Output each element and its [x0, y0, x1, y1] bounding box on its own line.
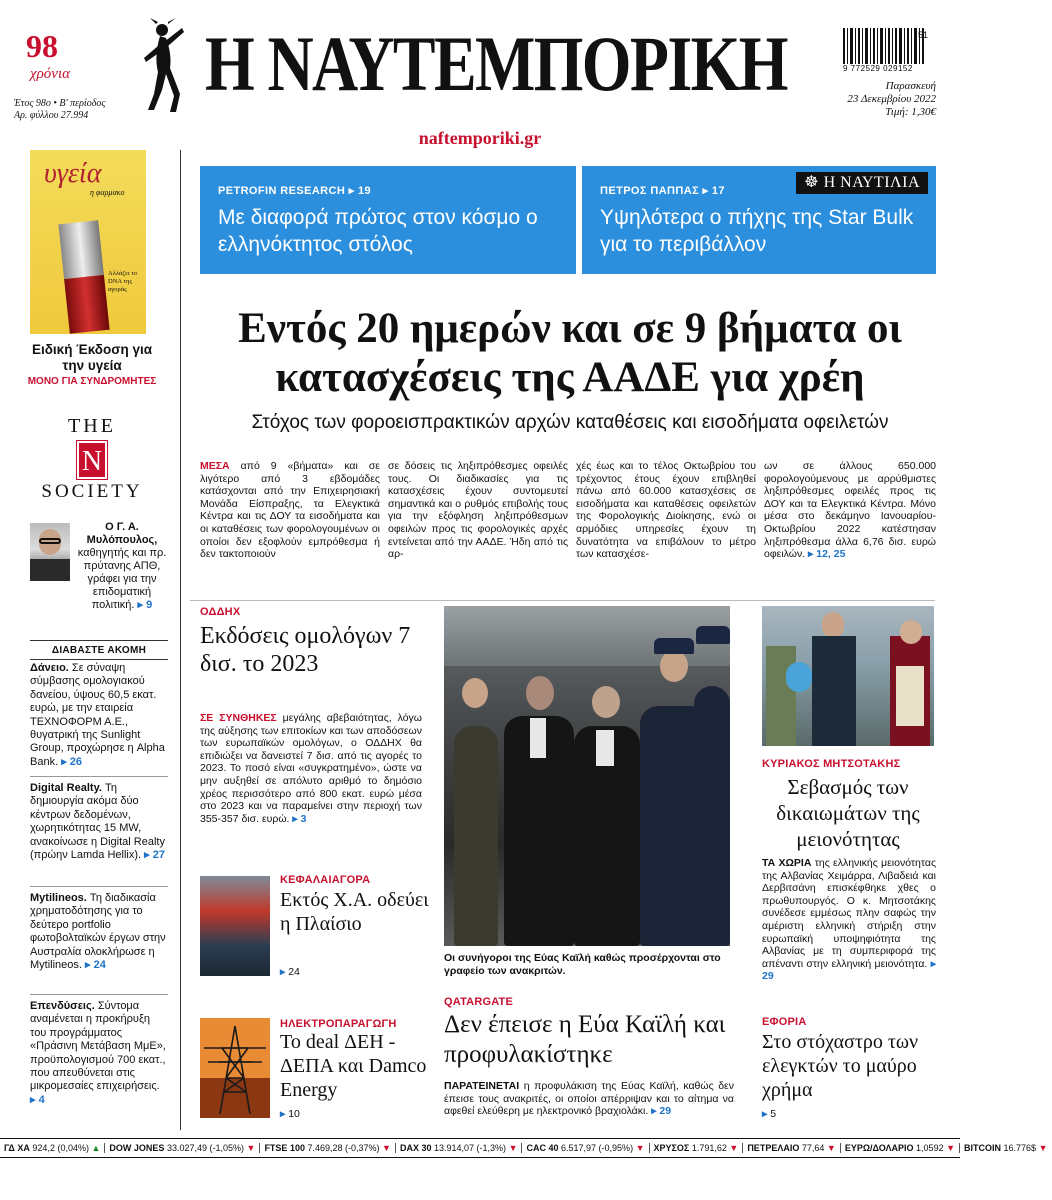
kefalaiagora-page-ref: 24	[288, 966, 300, 978]
eforia-page-ref: 5	[770, 1108, 777, 1120]
mitsotakis-page-ref: 29	[762, 970, 774, 983]
odhx-body: ΣΕ ΣΥΝΘΗΚΕΣ μεγάλης αβεβαιότητας, λόγω της αύξησης των επιτοκίων και των αποδόσεων των ευρωπαϊκών ομολόγων, ο ΟΔΔΗΧ θα επιδιώξει να δανειστεί 7 δισ. από τις αγορές το 2023. Το ποσό είναι «συγκρατημένο», ώστε να μην αυξηθεί σε απόλυτο αριθμό το δημόσιο χρέος περισσότερο από 800 εκατ. ευρώ μέσα στο 2023 και να παραμείνει στην περιοχή των 355-357 δισ. ευρώ. ▸ 3	[200, 712, 422, 825]
qatargate-text: η προφυλάκιση της Εύας Καϊλή, καθώς δεν έπεισε τους ανακριτές, οι οποίοι απέρριψαν και το αίτημα να αφεθεί ελεύθερη με ηλεκτρονικό βραχιολάκι.	[444, 1080, 734, 1118]
main-story-text: χές έως και το τέλος Οκτωβρίου του τρέχοντος έτους έχουν επιβληθεί πάνω από 60.000 κατασχέσεις σε εισοδήματα και καταθέσεις οφειλετών της Φορολογικής Διοίκησης, ενώ οι αρμόδιες υπηρεσίες έχουν τη δυνατότητα να επιβάλουν το μέτρο των κατασχέσε-	[576, 460, 756, 561]
odhx-lead: ΣΕ ΣΥΝΘΗΚΕΣ	[200, 712, 277, 724]
odhx-kicker: ΟΔΔΗΧ	[200, 606, 241, 618]
triangle-up-icon: ▲	[91, 1143, 101, 1153]
issue-year: Έτος 98ο • Β' περίοδος	[14, 98, 106, 109]
ticker-value: 924,2 (0,04%)	[32, 1143, 89, 1153]
ticker-name: ΧΡΥΣΟΣ	[653, 1143, 690, 1153]
ticker-name: ΠΕΤΡΕΛΑΙΟ	[747, 1143, 800, 1153]
mitsotakis-photo[interactable]	[762, 606, 934, 746]
magazine-cover[interactable]	[30, 150, 146, 334]
brief-separator	[30, 886, 168, 887]
special-edition-title[interactable]: Ειδική Έκδοση για την υγεία	[31, 342, 153, 373]
kefalaiagora-ref: ▸ 24	[280, 966, 300, 978]
ticker-value: 6.517,97 (-0,95%)	[561, 1143, 634, 1153]
triangle-down-icon: ▼	[382, 1143, 391, 1153]
brief-lead: Digital Realty.	[30, 782, 102, 794]
ticker-item	[841, 1143, 960, 1153]
qatargate-body: ΠΑΡΑΤΕΙΝΕΤΑΙ η προφυλάκιση της Εύας Καϊλή, καθώς δεν έπεισε τους ανακριτές, οι οποίοι απέρριψαν και το αίτημα να αφεθεί ελεύθερη με ηλεκτρονικό βραχιολάκι. ▸ 29	[444, 1080, 734, 1118]
odhx-page-ref: 3	[300, 812, 307, 825]
ticker-name: ΓΔ ΧΑ	[4, 1143, 30, 1153]
main-story-lead: ΜΕΣΑ	[200, 460, 230, 472]
triangle-down-icon: ▼	[635, 1143, 645, 1153]
plaisio-store-photo[interactable]	[200, 876, 270, 976]
odhx-text: μεγάλης αβεβαιότητας, λόγω της αύξησης των επιτοκίων και των αποδόσεων των ευρωπαϊκών ομολόγων, ο ΟΔΔΗΧ θα επιδιώξει να δανειστεί 7 δισ. από τις αγορές το 2023. Το ποσό είναι «συγκρατημένο», ώστε να μην αυξηθεί σε απόλυτο αριθμό το δημόσιο χρέος περισσότερο από 800 εκατ. ευρώ μέσα στο 2023 και να παραμείνει στην περιοχή των 355-357 δισ. ευρώ.	[200, 712, 422, 825]
brief-separator	[30, 994, 168, 995]
mitsotakis-body: ΤΑ ΧΩΡΙΑ της ελληνικής μειονότητας της Αλβανίας Χειμάρρα, Λιβαδειά και Δερβιτσάνη επισκέφθηκε χθες ο πρωθυπουργός. Ο κ. Μητσοτάκης συνέδεσε εμμέσως πλην σαφώς την αμέριστη ελληνική στήριξη στην ευρωπαϊκή υποψηφιότητα της Αλβανίας με τη συμπεριφορά της απέναντι στην ελληνική μειονότητα. ▸ 29	[762, 857, 937, 983]
society-logo[interactable]	[20, 415, 164, 507]
ticker-name: DAX 30	[399, 1143, 432, 1153]
ticker-name: DOW JONES	[109, 1143, 165, 1153]
mitsotakis-text: της ελληνικής μειονότητας της Αλβανίας Χειμάρρα, Λιβαδειά και Δερβιτσάνη επισκέφθηκε χθες ο πρωθυπουργός. Ο κ. Μητσοτάκης συνέδεσε εμμέσως πλην σαφώς την αμέριστη ελληνική στήριξη στην ευρωπαϊκή υποψηφιότητα της Αλβανίας με τη συμπεριφορά της απέναντι στην ελληνική μειονότητα.	[762, 857, 937, 970]
ilektroparagogi-headline[interactable]: Το deal ΔΕΗ - ΔΕΠΑ και Damco Energy	[280, 1031, 427, 1101]
ticker-item	[960, 1143, 1052, 1153]
triangle-down-icon: ▼	[826, 1143, 836, 1153]
brief-text: Σε σύναψη σύμβασης ομολογιακού δανείου, ύψους 60,5 εκατ. ευρώ, με την εταιρεία ΤΕΧΝΟΦΟΡΜ Α.Ε., θυγατρική της Sunlight Group, προχώρησε η Alpha Bank.	[30, 662, 165, 768]
main-story-text: σε δόσεις τις ληξιπρόθεσμες οφειλές τους. Οι διαδικασίες για τις κατασχέσεις έχουν συντομευτεί σημαντικά και ο ρυθμός επιβολής τους για την εξόφληση ληξιπρόθεσμων οφειλών προς τις φορολογικές αρχές εντείνεται από την ΑΑΔΕ. Ήδη από τις αρ-	[388, 460, 568, 561]
issue-number: Αρ. φύλλου 27.994	[14, 110, 89, 121]
brief-text: Σύντομα αναμένεται η προκήρυξη του προγράμματος «Πράσινη Μετάβαση ΜμΕ», προϋπολογισμού 700 εκατ., που απευθύνεται στις μικρομεσαίες επιχειρήσεις.	[30, 1000, 166, 1093]
ticker-value: 33.027,49 (-1,05%)	[166, 1143, 244, 1153]
brief-text: Τη δημιουργία ακόμα δύο κέντρων δεδομένων, χωρητικότητας 15 MW, ανακοίνωσε η Digital Realty (πρώην Lamda Hellix).	[30, 782, 165, 862]
anniversary-label: χρόνια	[30, 66, 70, 82]
main-story-text: ων σε άλλους 650.000 φορολογούμενους με αρρύθμιστες ληξιπρόθεσμες οφειλές προς τις ΔΟΥ και τα Ελεγκτικά Κέντρα. Μόνο μέσα στο δεκάμηνο Ιανουαρίου-Οκτωβρίου 2022 κατέστησαν ληξιπρόθεσμα άλλα 6,76 δισ. ευρώ οφειλών.	[764, 460, 936, 561]
triangle-down-icon: ▼	[1038, 1143, 1048, 1153]
author-page-ref: 9	[146, 599, 153, 611]
main-story-text: από 9 «βήματα» και σε λιγότερο από 3 εβδομάδες κατάσχονται από την Επιχειρησιακή Μονάδα Είσπραξης, τα Ελεγκτικά Κέντρα και τις ΔΟΥ τα εισοδήματα και οι καταθέσεις των φορολογουμένων οι οποίοι δεν εξοφλούν εμπρόθεσμα ή δεν τακτοποιούν	[200, 460, 380, 561]
brief-separator	[30, 776, 168, 777]
read-more-heading: ΔΙΑΒΑΣΤΕ ΑΚΟΜΗ	[30, 640, 168, 660]
kaili-lawyers-photo[interactable]	[444, 606, 730, 946]
qatargate-headline[interactable]: Δεν έπεισε η Εύα Καϊλή και προφυλακίστηκε	[444, 1011, 726, 1068]
ilektroparagogi-kicker: ΗΛΕΚΤΡΟΠΑΡΑΓΩΓΗ	[280, 1018, 397, 1030]
society-bottom: SOCIETY	[41, 481, 143, 502]
brief-page-ref: 27	[152, 849, 165, 862]
brief-lead: Επενδύσεις.	[30, 1000, 95, 1012]
main-story-column	[388, 460, 568, 561]
brief-page-ref: 4	[38, 1093, 45, 1106]
ticker-name: FTSE 100	[264, 1143, 305, 1153]
ilektroparagogi-ref: ▸ 10	[280, 1108, 300, 1120]
eforia-headline[interactable]: Στο στόχαστρο των ελεγκτών το μαύρο χρήμα	[762, 1031, 919, 1101]
qatargate-page-ref: 29	[659, 1105, 672, 1118]
ticker-value: 77,64	[801, 1143, 825, 1153]
triangle-down-icon: ▼	[246, 1143, 256, 1153]
triangle-down-icon: ▼	[729, 1143, 739, 1153]
ticker-value: 13.914,07 (-1,3%)	[434, 1143, 507, 1153]
ticker-item	[396, 1143, 523, 1153]
section-name: Η ΝΑΥΤΙΛΙΑ	[823, 174, 920, 191]
brief-item[interactable]: Mytilineos. Τη διαδικασία χρηματοδότησης για το δεύτερο portfolio φωτοβολταϊκών έργων στην Αυστραλία ολοκλήρωσε η Mytilineos. ▸ 24	[30, 892, 166, 972]
section-label-naftilia	[796, 172, 928, 194]
ticker-item	[522, 1143, 649, 1153]
author-name: Ο Γ. Α. Μυλόπουλος,	[86, 521, 158, 546]
ticker-name: ΕΥΡΩ/ΔΟΛΑΡΙΟ	[844, 1143, 914, 1153]
brief-item[interactable]: Digital Realty. Τη δημιουργία ακόμα δύο κέντρων δεδομένων, χωρητικότητας 15 MW, ανακοίνωσε η Digital Realty (πρώην Lamda Hellix). ▸ 27	[30, 782, 165, 862]
ticker-item	[260, 1143, 396, 1153]
brief-item[interactable]: Δάνειο. Σε σύναψη σύμβασης ομολογιακού δανείου, ύψους 60,5 εκατ. ευρώ, με την εταιρεία ΤΕΧΝΟΦΟΡΜ Α.Ε., θυγατρική της Sunlight Group, προχώρησε η Alpha Bank. ▸ 26	[30, 662, 165, 768]
brief-text: Τη διαδικασία χρηματοδότησης για το δεύτερο portfolio φωτοβολταϊκών έργων στην Αυστραλία ολοκλήρωσε η Mytilineos.	[30, 892, 166, 972]
main-subheadline: Στόχος των φοροεισπρακτικών αρχών καταθέσεις και εισοδήματα οφειλετών	[251, 412, 889, 433]
kefalaiagora-headline[interactable]: Εκτός Χ.Α. οδεύει η Πλαίσιο	[280, 889, 429, 935]
sidebar-divider	[180, 150, 181, 1130]
eforia-ref: ▸ 5	[762, 1108, 777, 1120]
magazine-side-text: Αλλάζει το DNA της αγοράς	[108, 270, 138, 293]
newspaper-title[interactable]: Η ΝΑΥΤΕΜΠΟΡΙΚΗ	[205, 20, 787, 107]
banner-headline: Υψηλότερα ο πήχης της Star Bulk για το περιβάλλον	[600, 206, 914, 256]
ticker-value: 16.776$	[1003, 1143, 1037, 1153]
ticker-item	[650, 1143, 744, 1153]
odhx-headline[interactable]: Εκδόσεις ομολόγων 7 δισ. το 2023	[200, 623, 411, 677]
kefalaiagora-kicker: ΚΕΦΑΛΑΙΑΓΟΡΑ	[280, 874, 371, 886]
banner-petrofin[interactable]	[200, 166, 576, 274]
publication-day: Παρασκευή	[885, 80, 936, 92]
brief-page-ref: 26	[69, 755, 83, 768]
brief-page-ref: 24	[93, 959, 106, 972]
banner-kicker: ΠΕΤΡΟΣ ΠΑΠΠΑΣ ▸ 17	[600, 185, 725, 197]
qatargate-kicker: QATARGATE	[444, 996, 514, 1008]
issue-info	[14, 98, 105, 122]
main-story-page-ref: 12, 25	[816, 548, 846, 561]
ticker-item	[743, 1143, 841, 1153]
brief-item[interactable]: Επενδύσεις. Σύντομα αναμένεται η προκήρυξη του προγράμματος «Πράσινη Μετάβαση ΜμΕ», προϋπολογισμού 700 εκατ., που απευθύνεται στις μικρομεσαίες επιχειρήσεις. ▸ 4	[30, 1000, 166, 1106]
main-story-column	[200, 460, 380, 561]
eforia-kicker: ΕΦΟΡΙΑ	[762, 1016, 807, 1028]
brief-lead: Δάνειο.	[30, 662, 69, 674]
ship-wheel-icon: ☸	[804, 174, 824, 191]
triangle-down-icon: ▼	[508, 1143, 518, 1153]
triangle-down-icon: ▼	[946, 1143, 956, 1153]
banner-kicker: PETROFIN RESEARCH ▸ 19	[218, 185, 372, 197]
magazine-subtitle: η φαρμακο	[90, 188, 125, 197]
author-description: καθηγητής και πρ. πρύτανης ΑΠΘ, γράφει για την επιδοματική πολιτική.	[77, 547, 167, 611]
main-headline[interactable]: Εντός 20 ημερών και σε 9 βήματα οι κατασχέσεις της ΑΑΔΕ για χρέη	[238, 305, 902, 401]
photo-caption: Οι συνήγοροι της Εύας Καϊλή καθώς προσέρχονται στο γραφείο των ανακριτών.	[444, 952, 721, 977]
author-photo	[30, 523, 70, 581]
main-story-column: ων σε άλλους 650.000 φορολογούμενους με αρρύθμιστες ληξιπρόθεσμες οφειλές προς τις ΔΟΥ και τα Ελεγκτικά Κέντρα. Μόνο μέσα στο δεκάμηνο Ιανουαρίου-Οκτωβρίου 2022 κατέστησαν ληξιπρόθεσμα άλλα 6,76 δισ. ευρώ οφειλών. ▸ 12, 25	[764, 460, 936, 561]
author-teaser[interactable]: Ο Γ. Α. Μυλόπουλος, καθηγητής και πρ. πρύτανης ΑΠΘ, γράφει για την επιδοματική πολιτική. ▸ 9	[77, 521, 167, 611]
ticker-item	[0, 1143, 105, 1153]
date-block	[810, 80, 936, 119]
section-divider	[190, 600, 935, 601]
society-top: THE	[68, 415, 116, 437]
barcode-number: 9 772529 029152	[843, 64, 913, 73]
main-story-column	[576, 460, 756, 561]
price: Τιμή: 1,30€	[885, 106, 936, 118]
ticker-name: BITCOIN	[964, 1143, 1002, 1153]
society-letter: N	[77, 441, 107, 479]
hermes-logo-icon	[140, 16, 188, 114]
power-pylon-photo[interactable]	[200, 1018, 270, 1118]
ticker-value: 1.791,62	[691, 1143, 727, 1153]
ticker-item	[105, 1143, 260, 1153]
anniversary-number: 98	[26, 28, 58, 64]
brief-lead: Mytilineos.	[30, 892, 87, 904]
website-link[interactable]: naftemporiki.gr	[418, 128, 542, 148]
publication-date: 23 Δεκεμβρίου 2022	[847, 93, 936, 105]
mitsotakis-lead: ΤΑ ΧΩΡΙΑ	[762, 857, 812, 869]
pill-icon	[58, 220, 109, 334]
magazine-title: υγεία	[44, 158, 102, 189]
barcode-issue: 51	[918, 30, 929, 40]
ilektroparagogi-page-ref: 10	[288, 1108, 300, 1120]
banner-headline: Με διαφορά πρώτος στον κόσμο ο ελληνόκτητος στόλος	[218, 206, 538, 256]
ticker-value: 1,0592	[916, 1143, 944, 1153]
ticker-name: CAC 40	[526, 1143, 559, 1153]
qatargate-lead: ΠΑΡΑΤΕΙΝΕΤΑΙ	[444, 1080, 520, 1092]
ticker-value: 7.469,28 (-0,37%)	[307, 1143, 380, 1153]
market-ticker	[0, 1138, 1048, 1158]
banner-star-bulk[interactable]	[582, 166, 936, 274]
mitsotakis-headline[interactable]: Σεβασμός των δικαιωμάτων της μειονότητας	[776, 775, 920, 851]
special-edition-subtitle: ΜΟΝΟ ΓΙΑ ΣΥΝΔΡΟΜΗΤΕΣ	[27, 376, 157, 387]
mitsotakis-kicker: ΚΥΡΙΑΚΟΣ ΜΗΤΣΟΤΑΚΗΣ	[762, 758, 901, 770]
